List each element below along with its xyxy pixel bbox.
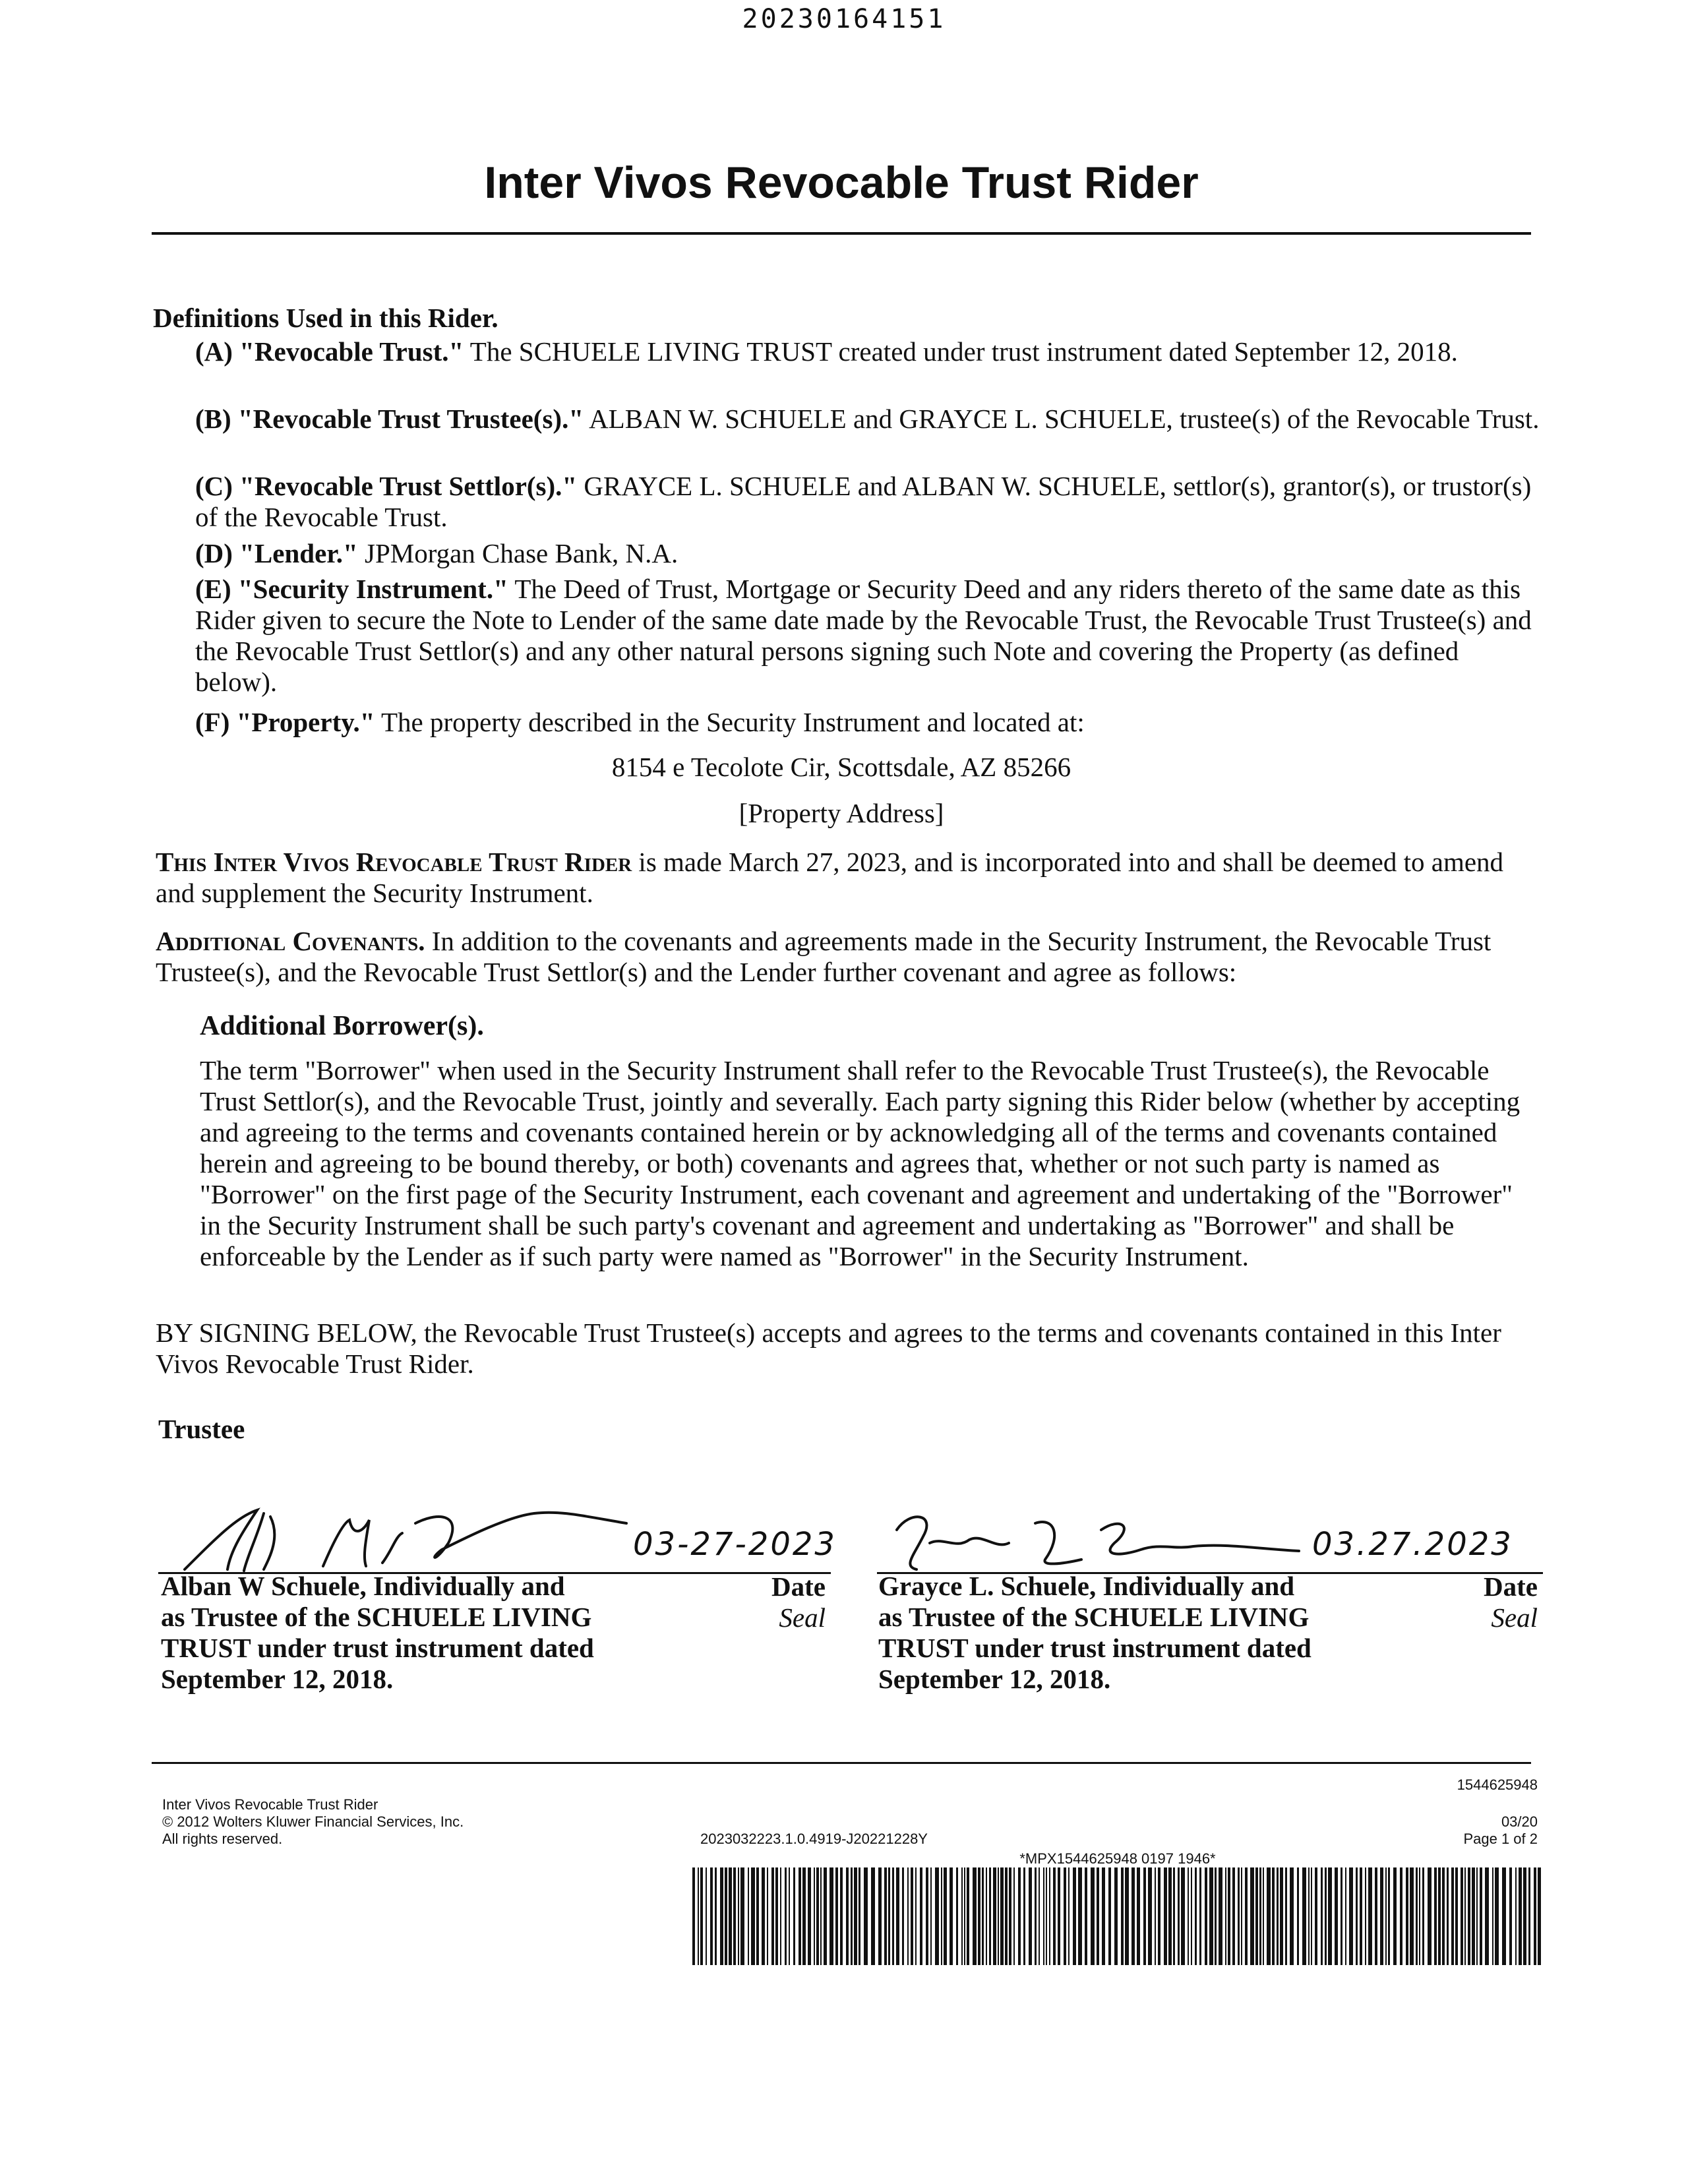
barcode-bar [725,1867,727,1965]
barcode-bar [1325,1867,1327,1965]
barcode-bar [793,1867,795,1965]
barcode-bar [771,1867,774,1965]
barcode-bar [1263,1867,1264,1965]
barcode-bar [700,1867,703,1965]
barcode-bar [1380,1867,1383,1965]
barcode-bar [1375,1867,1377,1965]
barcode-bar [1043,1867,1044,1965]
barcode-bar [1277,1867,1279,1965]
barcode-bar [799,1867,801,1965]
footer-rule [152,1762,1531,1764]
barcode-bar [1492,1867,1493,1965]
barcode-bar [1472,1867,1475,1965]
barcode-bar [698,1867,699,1965]
barcode-bar [935,1867,939,1965]
barcode-bar [1341,1867,1342,1965]
barcode-bar [1241,1867,1242,1965]
barcode-bar [775,1867,778,1965]
barcode-bar [1219,1867,1222,1965]
barcode-bar [1078,1867,1082,1965]
barcode-bar [1302,1867,1306,1965]
barcode-bar [1285,1867,1287,1965]
barcode-bar [1085,1867,1087,1965]
barcode-bar [1495,1867,1499,1965]
barcode-bar [1419,1867,1420,1965]
barcode-bar [846,1867,849,1965]
property-address: 8154 e Tecolote Cir, Scottsdale, AZ 85266 [611,752,1071,782]
additional-covenants: Additional Covenants. In addition to the covenants and agreements made in the Security Instrument, the Revocable Trust Trustee(s), and the Revocable Trust Settlor(s) and the Lender further covenant and agree as follows: [156,926,1492,987]
barcode-text: *MPX1544625948 0197 1946* [1019,1850,1216,1867]
footer-page-number: Page 1 of 2 [1463,1831,1538,1847]
barcode-bar [1315,1867,1317,1965]
barcode-bar [780,1867,781,1965]
barcode-bar [1416,1867,1418,1965]
barcode-bar [864,1867,868,1965]
barcode-bar [1191,1867,1192,1965]
barcode-bar [920,1867,922,1965]
barcode-bar [1046,1867,1047,1965]
barcode-bar [1464,1867,1466,1965]
barcode-bar [973,1867,977,1965]
barcode-bar [986,1867,987,1965]
barcode-bar [1485,1867,1489,1965]
barcode-bar [1068,1867,1070,1965]
barcode-bar [1029,1867,1032,1965]
footer-left: Inter Vivos Revocable Trust Rider © 2012 Wolters Kluwer Financial Services, Inc. All rights reserved. [162,1796,464,1847]
barcode-bar [911,1867,913,1965]
barcode-bar [756,1867,759,1965]
barcode-bar [1480,1867,1482,1965]
barcode-bar [1245,1867,1248,1965]
date-label-2: Date [1484,1571,1538,1602]
barcode-bar [762,1867,765,1965]
definition-c: (C) "Revocable Trust Settlor(s)." GRAYCE L. SCHUELE and ALBAN W. SCHUELE, settlor(s), grantor(s), or trustor(s) of the Revocable Trust. [195,471,1532,532]
barcode-bar [964,1867,965,1965]
signer-block-1: Alban W Schuele, Individually and as Trustee of the SCHUELE LIVING TRUST under trust instrument dated September 12, 2018. [161,1571,594,1694]
barcode-bar [1267,1867,1271,1965]
barcode-bar [1321,1867,1323,1965]
barcode-bar [1215,1867,1217,1965]
barcode-bar [1164,1867,1167,1965]
barcode-bar [720,1867,723,1965]
definition-d: (D) "Lender." JPMorgan Chase Bank, N.A. [195,538,678,568]
barcode [692,1867,1543,1965]
barcode-bar [1280,1867,1283,1965]
barcode-bar [1148,1867,1152,1965]
barcode-bar [1108,1867,1111,1965]
barcode-bar [1181,1867,1185,1965]
barcode-bar [820,1867,822,1965]
title-underline [152,232,1531,235]
barcode-bar [1451,1867,1454,1965]
seal-label-1: Seal [779,1602,826,1633]
barcode-bar [751,1867,755,1965]
barcode-bar [989,1867,991,1965]
barcode-bar [1523,1867,1526,1965]
barcode-bar [1009,1867,1011,1965]
additional-borrowers-heading: Additional Borrower(s). [200,1011,484,1041]
barcode-bar [1476,1867,1478,1965]
barcode-bar [1155,1867,1156,1965]
barcode-bar [1168,1867,1172,1965]
handwritten-date-2: 03.27.2023 [1312,1526,1513,1563]
barcode-bar [961,1867,963,1965]
barcode-bar [1073,1867,1076,1965]
barcode-bar [1335,1867,1338,1965]
barcode-bar [1259,1867,1261,1965]
barcode-bar [1097,1867,1099,1965]
barcode-bar [738,1867,739,1965]
barcode-bar [915,1867,917,1965]
barcode-bar [1328,1867,1332,1965]
barcode-bar [1228,1867,1230,1965]
barcode-bar [878,1867,882,1965]
barcode-bar [1205,1867,1207,1965]
barcode-bar [824,1867,827,1965]
barcode-bar [967,1867,969,1965]
barcode-bar [1400,1867,1402,1965]
barcode-bar [930,1867,932,1965]
recording-number: 20230164151 [742,4,946,34]
barcode-bar [892,1867,894,1965]
barcode-bar [1290,1867,1294,1965]
barcode-bar [808,1867,811,1965]
barcode-bar [1049,1867,1050,1965]
barcode-bar [1360,1867,1362,1965]
barcode-bar [1356,1867,1358,1965]
barcode-bar [888,1867,890,1965]
barcode-bar [941,1867,942,1965]
barcode-bar [733,1867,736,1965]
trustee-label: Trustee [158,1414,245,1444]
barcode-bar [1311,1867,1312,1965]
barcode-bar [998,1867,999,1965]
barcode-bar [851,1867,853,1965]
barcode-bar [748,1867,749,1965]
definitions-heading: Definitions Used in this Rider. [153,303,498,333]
barcode-bar [1053,1867,1056,1965]
barcode-bar [1349,1867,1353,1965]
barcode-bar [729,1867,732,1965]
barcode-bar [902,1867,904,1965]
barcode-bar [1250,1867,1254,1965]
signing-statement: BY SIGNING BELOW, the Revocable Trust Trustee(s) accepts and agrees to the terms and covenants contained in this Inter Vivos Revocable Trust Rider. [156,1318,1501,1379]
barcode-bar [1528,1867,1530,1965]
footer-form-date: 03/20 [1501,1813,1538,1830]
barcode-bar [835,1867,838,1965]
barcode-bar [1000,1867,1004,1965]
barcode-bar [871,1867,875,1965]
barcode-bar [956,1867,958,1965]
barcode-bar [829,1867,833,1965]
barcode-bar [1238,1867,1240,1965]
barcode-bar [1195,1867,1197,1965]
barcode-bar [715,1867,717,1965]
barcode-bar [1023,1867,1025,1965]
barcode-bar [710,1867,713,1965]
barcode-bar [1091,1867,1095,1965]
barcode-bar [1013,1867,1015,1965]
barcode-bar [1502,1867,1506,1965]
barcode-bar [884,1867,887,1965]
barcode-bar [1447,1867,1449,1965]
definition-a: (A) "Revocable Trust." The SCHUELE LIVING TRUST created under trust instrument dated September 12, 2018. [195,336,1458,367]
definition-e: (E) "Security Instrument." The Deed of Trust, Mortgage or Security Deed and any riders thereto of the same date as this Rider given to secure the Note to Lender of the same date made by the Revocable Trust, the Revocable Trust Trustee(s) and the Revocable Trust Settlor(s) and any other natural persons signing such Note and covering the Property (as defined below). [195,574,1532,697]
barcode-bar [1005,1867,1008,1965]
barcode-bar [1385,1867,1387,1965]
barcode-bar [1534,1867,1536,1965]
barcode-bar [1365,1867,1366,1965]
barcode-bar [767,1867,768,1965]
barcode-bar [1368,1867,1372,1965]
barcode-bar [854,1867,857,1965]
barcode-bar [1410,1867,1414,1965]
barcode-bar [1455,1867,1458,1965]
barcode-bar [1225,1867,1226,1965]
barcode-bar [1102,1867,1105,1965]
barcode-bar [1178,1867,1180,1965]
barcode-bar [1209,1867,1213,1965]
date-label-1: Date [771,1571,826,1602]
barcode-bar [1035,1867,1037,1965]
barcode-bar [1064,1867,1066,1965]
barcode-bar [1173,1867,1175,1965]
barcode-bar [1345,1867,1346,1965]
barcode-bar [785,1867,787,1965]
barcode-bar [1509,1867,1512,1965]
barcode-bar [1428,1867,1432,1965]
barcode-bar [950,1867,953,1965]
barcode-bar [840,1867,843,1965]
barcode-bar [1538,1867,1541,1965]
barcode-bar [926,1867,928,1965]
property-address-label: [Property Address] [738,798,944,828]
barcode-bar [1255,1867,1258,1965]
barcode-bar [982,1867,984,1965]
barcode-bar [1137,1867,1140,1965]
barcode-bar [1018,1867,1021,1965]
barcode-bar [816,1867,819,1965]
signature-alban-schuele [165,1497,633,1576]
barcode-bar [1461,1867,1463,1965]
barcode-bar [1393,1867,1397,1965]
barcode-bar [1515,1867,1517,1965]
barcode-bar [692,1867,695,1965]
footer-doc-code: 2023032223.1.0.4919-J20221228Y [700,1831,928,1847]
barcode-bar [789,1867,790,1965]
barcode-bar [1388,1867,1390,1965]
barcode-bar [1434,1867,1437,1965]
barcode-bar [1121,1867,1124,1965]
signer-block-2: Grayce L. Schuele, Individually and as Trustee of the SCHUELE LIVING TRUST under trust instrument dated September 12, 2018. [878,1571,1311,1694]
barcode-bar [1272,1867,1275,1965]
barcode-bar [1158,1867,1160,1965]
barcode-bar [1114,1867,1118,1965]
barcode-bar [1125,1867,1129,1965]
barcode-bar [1232,1867,1235,1965]
definition-b: (B) "Revocable Trust Trustee(s)." ALBAN W. SCHUELE and GRAYCE L. SCHUELE, trustee(s) of the Revocable Trust. [195,404,1540,434]
barcode-bar [1422,1867,1424,1965]
footer-loan-number: 1544625948 [1457,1776,1538,1793]
handwritten-date-1: 03-27-2023 [633,1526,837,1563]
barcode-bar [1438,1867,1441,1965]
barcode-bar [978,1867,980,1965]
barcode-bar [706,1867,707,1965]
additional-borrowers-text: The term "Borrower" when used in the Security Instrument shall refer to the Revocable Trust Trustee(s), the Revocable Trust Settlor(s), and the Revocable Trust, jointly and severally. Each party signing this Rider below (whether by accepting and agreeing to the terms and covenants contained herein or by acknowledging all of the terms and covenants contained herein and agreeing to be bound thereby, or both) covenants and agrees that, whether or not such party is named as "Borrower" on the first page of the Security Instrument, each covenant and agreement and undertaking of the "Borrower" in the Security Instrument shall be such party's covenant and agreement and undertaking as "Borrower" and shall be enforceable by the Lender as if such party were named as "Borrower" in the Security Instrument. [200,1055,1521,1271]
barcode-bar [1039,1867,1040,1965]
barcode-bar [1519,1867,1522,1965]
barcode-bar [1468,1867,1470,1965]
barcode-bar [993,1867,996,1965]
barcode-bar [1442,1867,1445,1965]
signature-grayce-schuele [884,1503,1306,1576]
barcode-bar [1058,1867,1060,1965]
barcode-bar [1131,1867,1135,1965]
barcode-bar [1308,1867,1310,1965]
barcode-bar [1143,1867,1146,1965]
barcode-bar [740,1867,744,1965]
barcode-bar [1188,1867,1189,1965]
barcode-bar [859,1867,860,1965]
document-title: Inter Vivos Revocable Trust Rider [484,158,1199,208]
barcode-bar [944,1867,947,1965]
barcode-bar [1199,1867,1201,1965]
barcode-bar [896,1867,899,1965]
barcode-bar [1297,1867,1299,1965]
barcode-bar [1406,1867,1408,1965]
seal-label-2: Seal [1491,1602,1538,1633]
barcode-bar [814,1867,815,1965]
rider-statement: This Inter Vivos Revocable Trust Rider is made March 27, 2023, and is incorporated into and shall be deemed to amend and supplement the Security Instrument. [156,847,1504,908]
barcode-bar [907,1867,909,1965]
barcode-bar [802,1867,806,1965]
definition-f: (F) "Property." The property described in the Security Instrument and located at: [195,707,1085,737]
